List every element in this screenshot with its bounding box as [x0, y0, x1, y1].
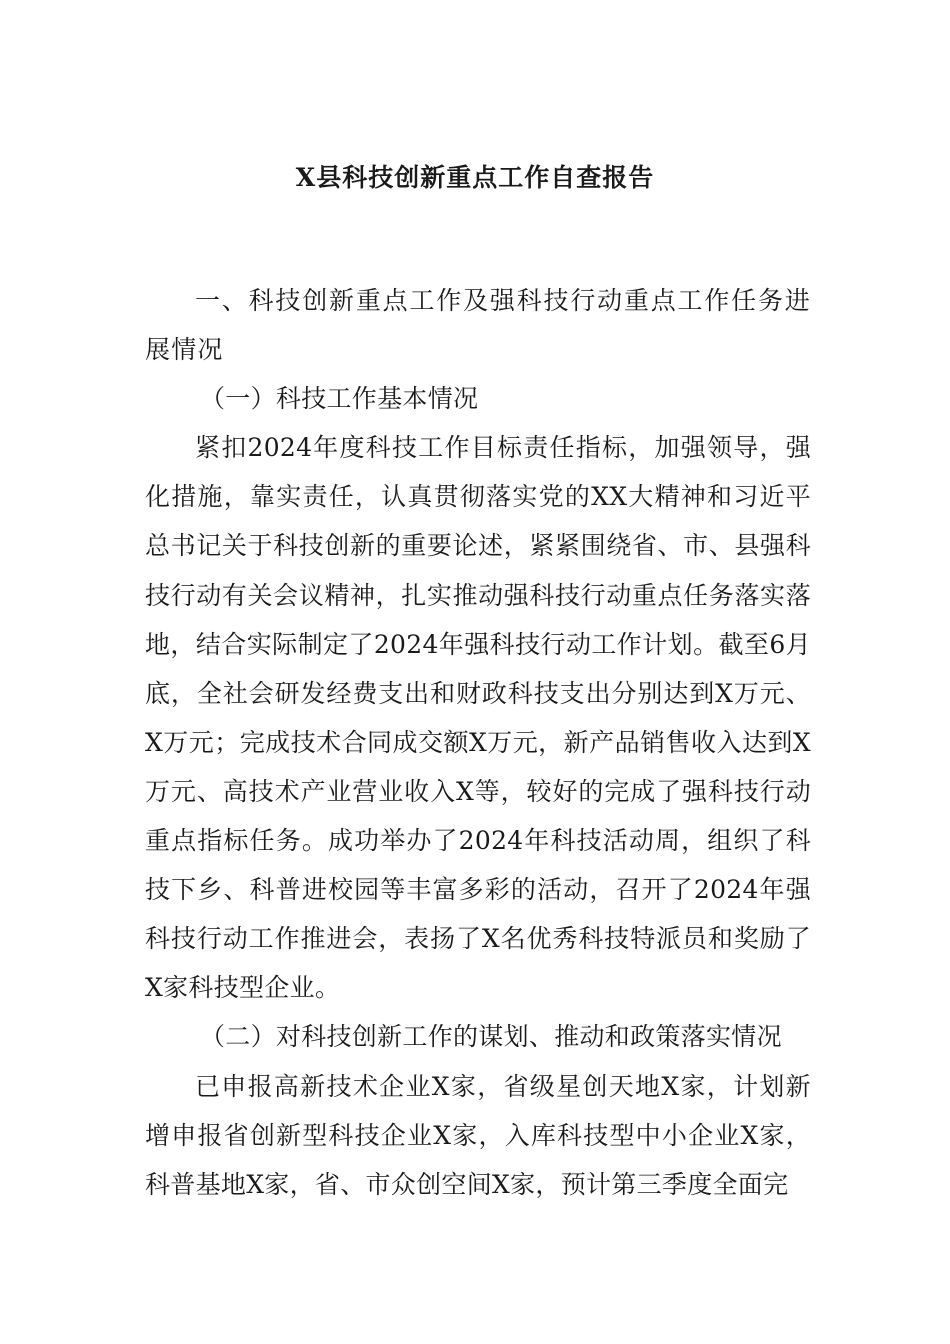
subsection-heading-2: （二）对科技创新工作的谋划、推动和政策落实情况: [200, 1022, 782, 1052]
body-paragraph-2: 已申报高新技术企业X家，省级星创天地X家，计划新增申报省创新型科技企业X家，入库科技型中小企业X家，科普基地X家，省、市众创空间X家，预计第三季度全面完: [145, 1071, 811, 1199]
document-body: [145, 276, 811, 1209]
document-title: X县科技创新重点工作自查报告: [295, 163, 655, 192]
section-heading-1: 一、科技创新重点工作及强科技行动重点工作任务进展情况: [145, 286, 811, 365]
subsection-heading-1: （一）科技工作基本情况: [200, 384, 479, 414]
body-paragraph-1: 紧扣2024年度科技工作目标责任指标，加强领导，强化措施，靠实责任，认真贯彻落实党的XX大精神和习近平总书记关于科技创新的重要论述，紧紧围绕省、市、县强科技行动有关会议精神，扎实推动强科技行动重点任务落实落地，结合实际制定了2024年强科技行动工作计划。截至6月底，全社会研发经费支出和财政科技支出分别达到X万元、X万元；完成技术合同成交额X万元，新产品销售收入达到X万元、高技术产业营业收入X等，较好的完成了强科技行动重点指标任务。成功举办了2024年科技活动周，组织了科技下乡、科普进校园等丰富多彩的活动，召开了2024年强科技行动工作推进会，表扬了X名优秀科技特派员和奖励了X家科技型企业。: [145, 433, 811, 1003]
